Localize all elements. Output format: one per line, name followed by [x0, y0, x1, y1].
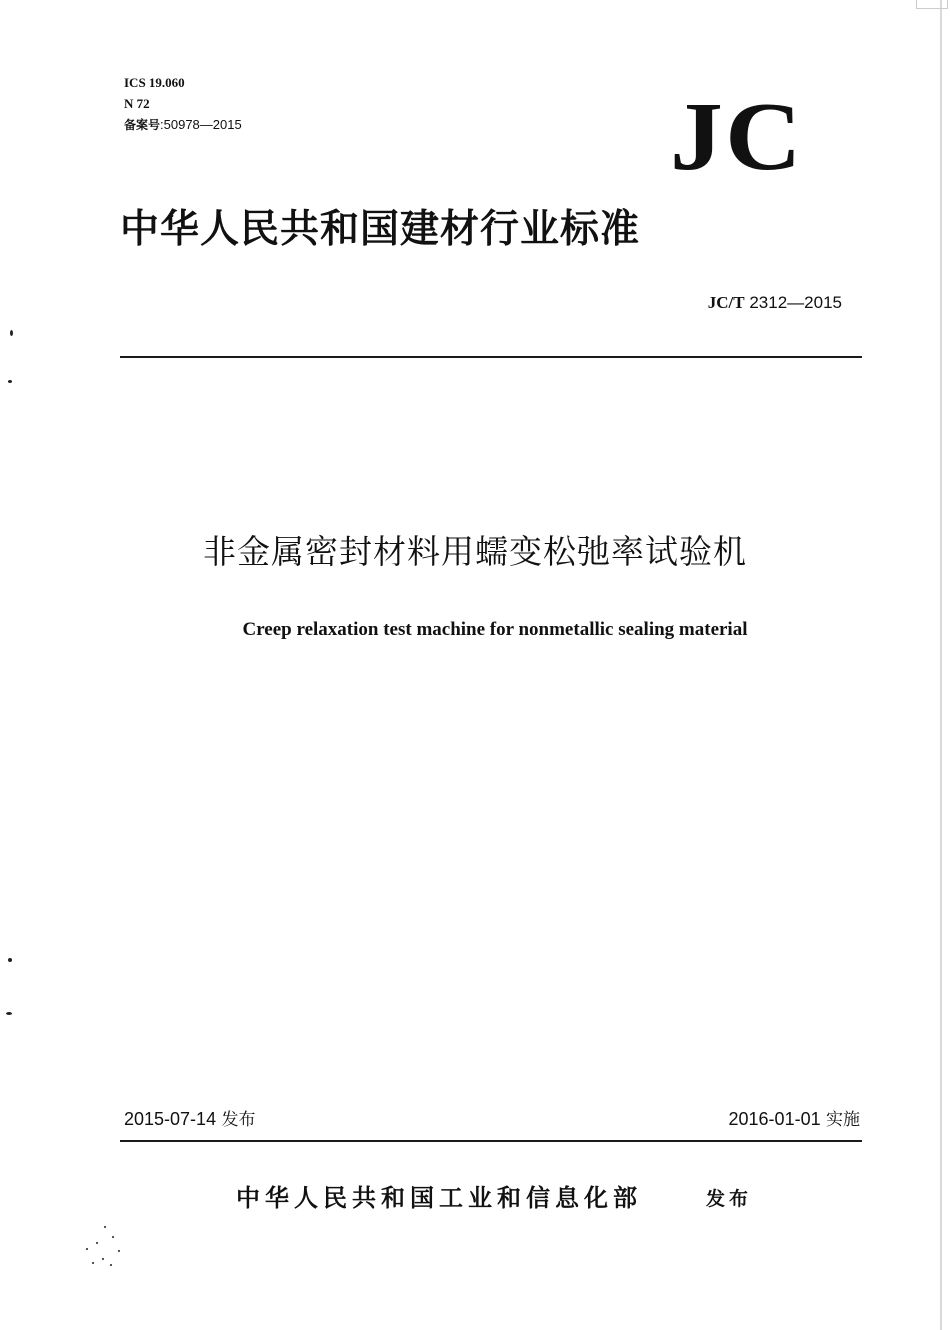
record-label: 备案号	[124, 118, 161, 132]
standard-number-value: 2312—2015	[744, 293, 842, 312]
standard-number-prefix: JC/T	[707, 293, 745, 312]
scan-speck	[8, 380, 12, 383]
standard-number	[600, 293, 842, 313]
scan-speck	[10, 330, 13, 336]
scan-corner	[916, 0, 948, 9]
record-value: :50978—2015	[160, 117, 242, 132]
jc-logo: JC	[670, 83, 804, 191]
implementation-date	[729, 1110, 860, 1129]
scan-speck	[102, 1258, 104, 1260]
top-divider	[120, 356, 862, 358]
ccs-code: N 72	[124, 96, 150, 111]
issue-label: 发布	[216, 1110, 256, 1130]
document-title-english: Creep relaxation test machine for nonmetallic sealing material	[242, 619, 748, 640]
scan-speck	[118, 1250, 120, 1252]
scan-speck	[96, 1242, 98, 1244]
scan-speck	[92, 1262, 94, 1264]
scan-edge	[940, 0, 942, 1330]
record-number	[124, 118, 242, 131]
ics-code: ICS 19.060	[124, 75, 185, 90]
scan-speck	[6, 1012, 12, 1015]
scan-speck	[86, 1248, 88, 1250]
publisher-name: 中华人民共和国工业和信息化部	[236, 1183, 642, 1212]
bottom-divider	[120, 1140, 862, 1142]
issue-date-value: 2015-07-14	[124, 1109, 217, 1129]
publisher-action: 发布	[706, 1188, 753, 1210]
scan-speck	[110, 1264, 112, 1266]
standard-category-title: 中华人民共和国建材行业标准	[120, 207, 641, 252]
scan-speck	[104, 1226, 106, 1228]
document-title-chinese: 非金属密封材料用蠕变松弛率试验机	[203, 532, 747, 571]
implementation-label: 实施	[820, 1110, 860, 1130]
scan-speck	[112, 1236, 114, 1238]
issue-date	[124, 1110, 255, 1129]
scan-speck	[8, 958, 12, 962]
implementation-date-value: 2016-01-01	[728, 1109, 821, 1129]
